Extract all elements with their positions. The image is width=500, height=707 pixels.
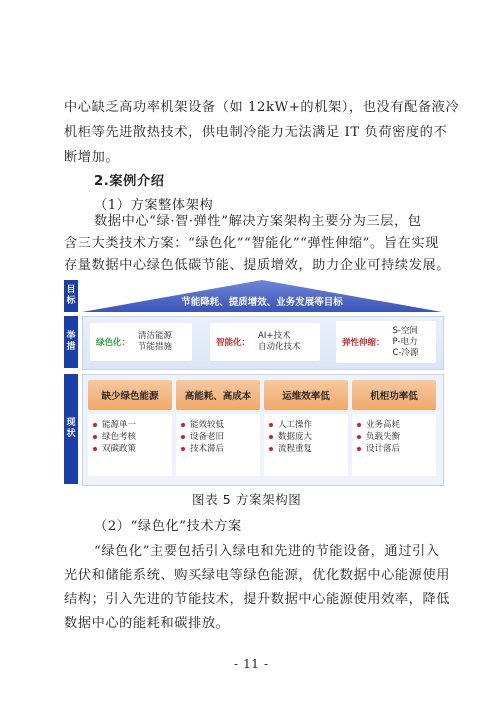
status-item: 技术滞后 <box>190 443 260 455</box>
label-measures: 举措 <box>64 316 78 368</box>
status-column <box>352 380 436 478</box>
subsection-heading: （2）“绿色化”技术方案 <box>94 519 242 534</box>
measure-smart: 智能化： AI+技术 自动化技术 <box>210 323 320 361</box>
status-item: 数据庞大 <box>278 431 348 443</box>
status-header: 机柜功率低 <box>352 380 436 410</box>
label-goal: 目标 <box>64 280 78 312</box>
status-column <box>88 380 172 478</box>
paragraph-line: 存量数据中心绿色低碳节能、提质增效，助力企业可持续发展。 <box>64 258 451 273</box>
status-item: 设备老旧 <box>190 431 260 443</box>
paragraph-line: 结构；引入先进的节能技术，提升数据中心能源使用效率，降低 <box>64 592 451 607</box>
paragraph-line: 数据中心“绿·智·弹性”解决方案架构主要分为三层，包 <box>94 214 422 229</box>
status-item: 能源单一 <box>102 419 172 431</box>
status-column <box>264 380 348 478</box>
page-number: - 11 - <box>234 657 269 671</box>
paragraph-line: “绿色化”主要包括引入绿电和先进的节能设备，通过引入 <box>94 544 440 559</box>
status-item: 能效较低 <box>190 419 260 431</box>
status-item: 绿色考核 <box>102 431 172 443</box>
goal-text: 节能降耗、提质增效、业务发展等目标 <box>181 297 343 308</box>
subsection-heading: （1）方案整体架构 <box>94 198 214 213</box>
status-item: 业务高耗 <box>366 419 436 431</box>
paragraph-line: 机柜等先进散热技术，供电制冷能力无法满足 IT 负荷密度的不 <box>64 125 448 140</box>
figure-caption: 图表 5 方案架构图 <box>192 492 302 507</box>
status-item: 双碳政策 <box>102 443 172 455</box>
status-item: 流程重复 <box>278 443 348 455</box>
paragraph-line: 含三大类技术方案：“绿色化”“智能化”“弹性伸缩”。旨在实现 <box>64 236 439 251</box>
status-header: 缺少绿色能源 <box>88 380 172 410</box>
measure-elastic: 弹性伸缩： S-空间 P-电力 C-冷源 <box>336 321 436 363</box>
label-status: 现状 <box>64 374 78 484</box>
status-item: 人工操作 <box>278 419 348 431</box>
architecture-diagram <box>64 276 442 484</box>
status-item: 负载失衡 <box>366 431 436 443</box>
paragraph-line: 断增加。 <box>64 150 120 165</box>
section-heading: 2.案例介绍 <box>94 174 165 189</box>
status-header: 运维效率低 <box>264 380 348 410</box>
paragraph-line: 光伏和储能系统、购买绿电等绿色能源，优化数据中心能源使用 <box>64 568 451 583</box>
status-header: 高能耗、高成本 <box>176 380 260 410</box>
status-column <box>176 380 260 478</box>
measure-green: 绿色化： 清洁能源 节能措施 <box>90 323 192 361</box>
status-item: 设计落后 <box>366 443 436 455</box>
paragraph-line: 中心缺乏高功率机架设备（如 12kW+的机架），也没有配备液冷 <box>64 100 460 115</box>
paragraph-line: 数据中心的能耗和碳排放。 <box>64 616 230 631</box>
